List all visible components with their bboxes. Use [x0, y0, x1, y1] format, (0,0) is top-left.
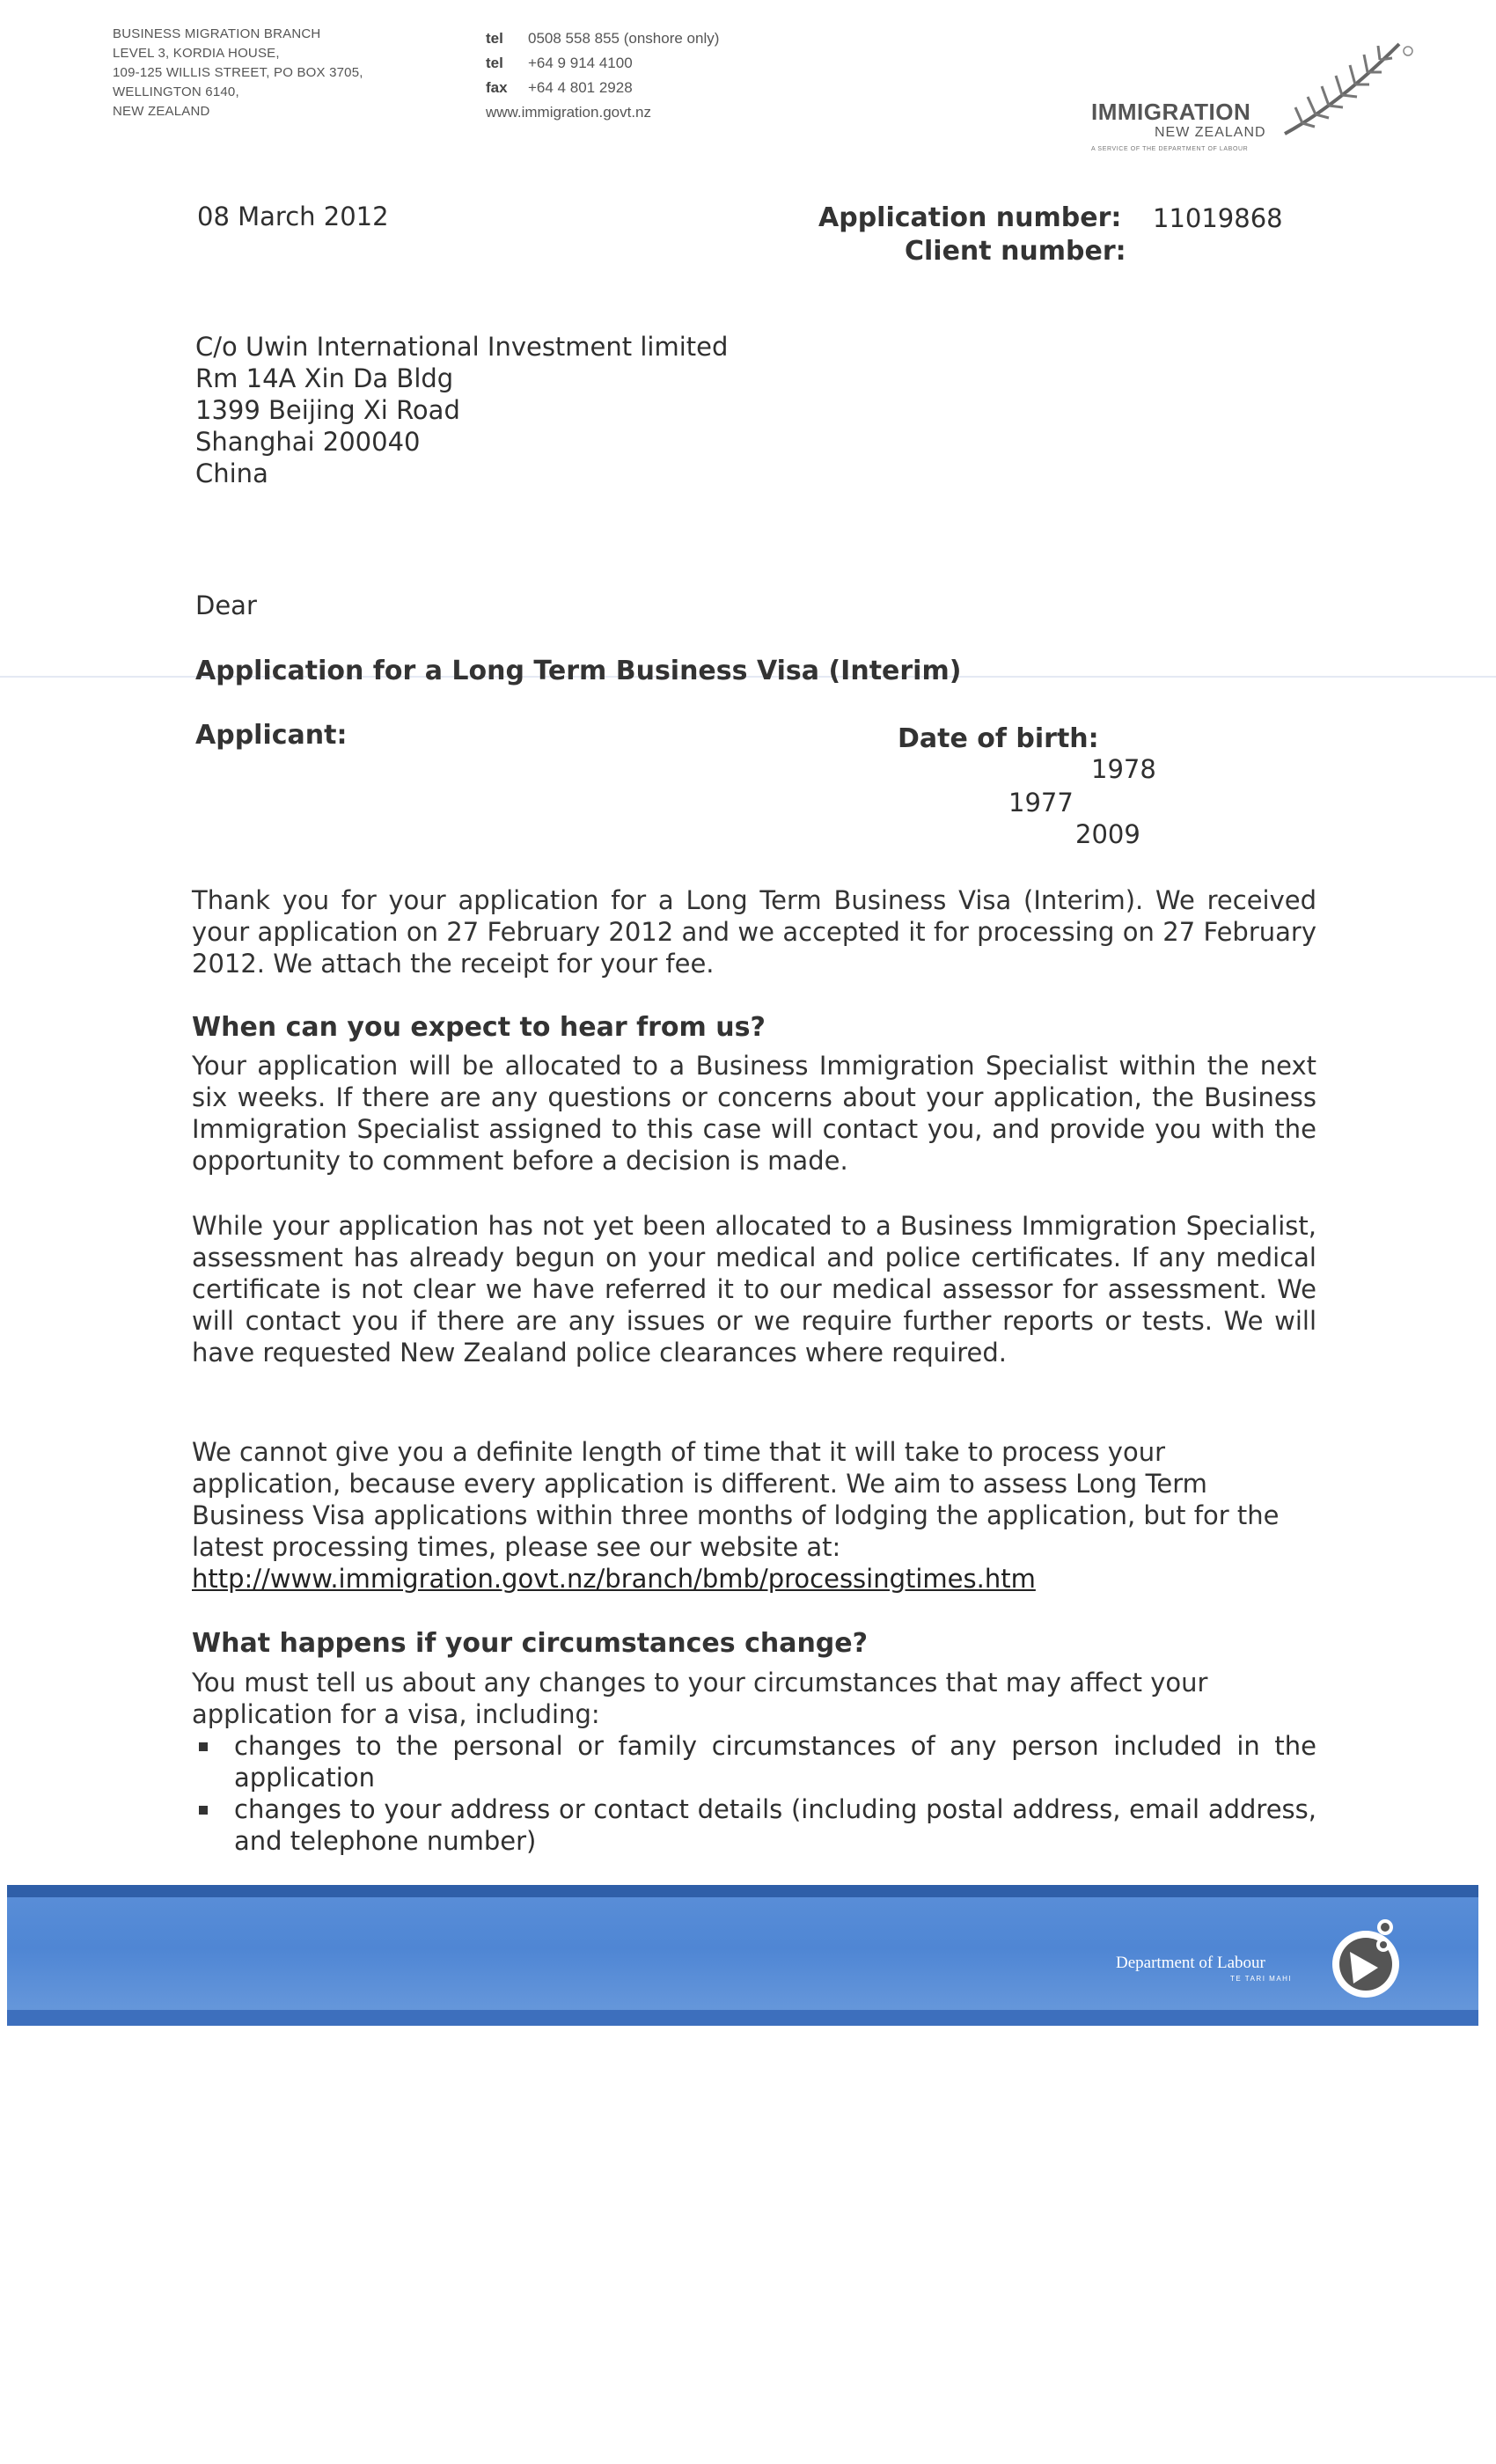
- address-line: NEW ZEALAND: [113, 104, 210, 119]
- sender-address: [113, 25, 363, 121]
- footer-top-stripe: [7, 1885, 1478, 1897]
- dob-value: 2009: [1075, 819, 1140, 849]
- dob-value: 1978: [1091, 754, 1156, 784]
- allocation-paragraph: Your application will be allocated to a Business Immigration Specialist within the next six weeks. If there are any questions or concerns about your application, the Business Immigration Specialist assigned to this case will contact you, and provide you with the opportunity to comment before a decision is made.: [192, 1051, 1316, 1176]
- letter-date: 08 March 2012: [197, 202, 389, 231]
- department-maori-name: TE TARI MAHI: [1230, 1975, 1293, 1983]
- website-link[interactable]: www.immigration.govt.nz: [486, 104, 652, 121]
- dob-label: Date of birth:: [898, 723, 1099, 754]
- intro-paragraph: Thank you for your application for a Long Term Business Visa (Interim). We received your application on 27 February 2012 and we accepted it for processing on 27 February 2012. We attach the receipt for your fee.: [192, 885, 1316, 979]
- footer-band: [7, 1885, 1478, 2026]
- contact-fax: fax +64 4 801 2928: [486, 79, 633, 96]
- logo-tagline: A SERVICE OF THE DEPARTMENT OF LABOUR: [1091, 146, 1249, 152]
- recipient-line: C/o Uwin International Investment limited: [195, 332, 729, 362]
- section-heading-hear-from-us: When can you expect to hear from us?: [192, 1012, 766, 1043]
- immigration-nz-logo: [1091, 35, 1426, 158]
- footer-bottom-stripe: [7, 2010, 1478, 2026]
- logo-title: IMMIGRATION: [1091, 99, 1251, 125]
- contact-tel: tel +64 9 914 4100: [486, 55, 633, 71]
- recipient-line: Shanghai 200040: [195, 427, 421, 457]
- application-number: 11019868: [1153, 203, 1283, 233]
- silver-fern-icon: [1276, 35, 1417, 141]
- section-heading-circumstances: What happens if your circumstances change?: [192, 1628, 869, 1659]
- list-item: changes to the personal or family circumstances of any person included in the application: [192, 1730, 1316, 1793]
- logo-subtitle: NEW ZEALAND: [1155, 125, 1266, 140]
- recipient-line: 1399 Beijing Xi Road: [195, 395, 460, 425]
- assessment-paragraph: While your application has not yet been allocated to a Business Immigration Specialist, assessment has already begun on your medical and police certificates. If any medical certificate is not clear we have referred it to our medical assessor for assessment. We will contact you if there are any issues or we require further reports or tests. We will have requested New Zealand police clearances where required.: [192, 1211, 1316, 1368]
- list-item: changes to your address or contact details (including postal address, email address, and telephone number): [192, 1793, 1316, 1857]
- recipient-address: [195, 331, 728, 489]
- department-name: Department of Labour: [1116, 1954, 1265, 1972]
- circumstances-paragraph: You must tell us about any changes to your circumstances that may affect your application for a visa, including:: [192, 1668, 1208, 1729]
- changes-list: [192, 1730, 1316, 1857]
- address-line: LEVEL 3, KORDIA HOUSE,: [113, 46, 280, 61]
- processing-times-link[interactable]: http://www.immigration.govt.nz/branch/bmb/processingtimes.htm: [192, 1564, 1036, 1594]
- address-line: BUSINESS MIGRATION BRANCH: [113, 26, 321, 41]
- sender-contacts: [486, 26, 719, 125]
- processing-time-paragraph: We cannot give you a definite length of time that it will take to process your application, because every application is different. We aim to assess Long Term Business Visa applications within three months of lodging the application, but for the latest processing times, please see our website at:: [192, 1437, 1280, 1562]
- department-of-labour-logo-icon: [1327, 1910, 1412, 2001]
- application-number-label: Application number:: [818, 202, 1122, 233]
- recipient-line: Rm 14A Xin Da Bldg: [195, 363, 454, 393]
- contact-tel-onshore: tel 0508 558 855 (onshore only): [486, 30, 720, 47]
- applicant-label: Applicant:: [195, 720, 348, 751]
- address-line: 109-125 WILLIS STREET, PO BOX 3705,: [113, 65, 363, 80]
- address-line: WELLINGTON 6140,: [113, 84, 239, 99]
- dob-value: 1977: [1008, 788, 1074, 818]
- recipient-line: China: [195, 458, 268, 488]
- client-number-label: Client number:: [905, 236, 1126, 267]
- subject-line: Application for a Long Term Business Visa (Interim): [195, 656, 962, 686]
- salutation: Dear: [195, 590, 257, 620]
